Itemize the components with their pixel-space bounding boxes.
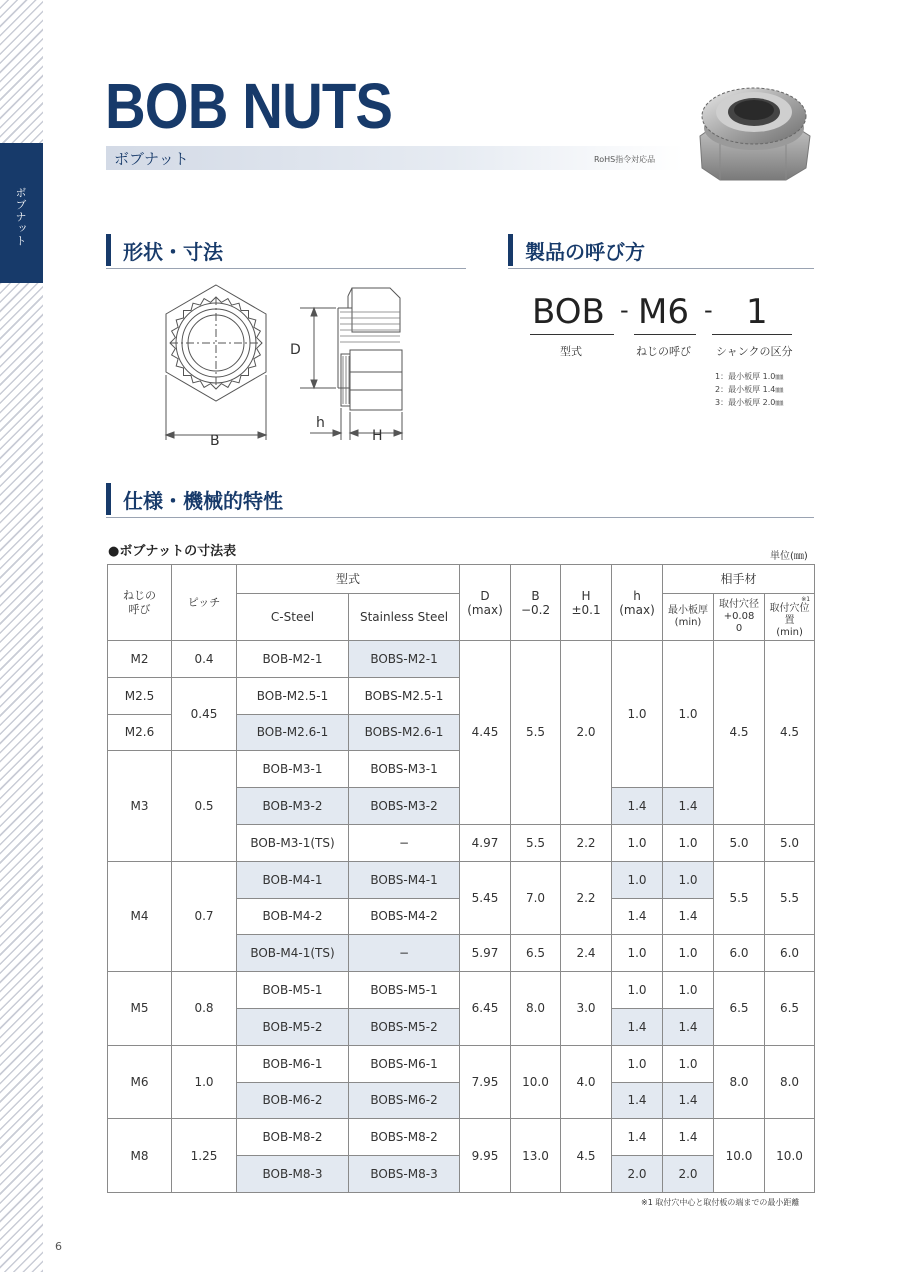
table-cell: BOBS-M4-1 xyxy=(349,861,460,898)
header-csteel: C-Steel xyxy=(237,594,349,641)
table-cell: 1.4 xyxy=(663,1008,714,1045)
table-cell: BOBS-M8-3 xyxy=(349,1156,460,1193)
table-cell: M2.6 xyxy=(108,714,172,751)
table-cell: 1.0 xyxy=(663,935,714,972)
table-cell: M8 xyxy=(108,1119,172,1193)
code-dash-1: - xyxy=(620,296,629,324)
table-cell: BOBS-M2-1 xyxy=(349,641,460,678)
table-cell: 2.0 xyxy=(561,641,612,825)
table-cell: BOBS-M4-2 xyxy=(349,898,460,935)
dim-label-H: H xyxy=(372,428,383,444)
subtitle-bar xyxy=(106,146,684,170)
table-cell: BOB-M3-2 xyxy=(237,788,349,825)
section-header-naming xyxy=(508,232,814,269)
dim-label-D: D xyxy=(290,342,301,358)
table-cell: 2.0 xyxy=(663,1156,714,1193)
table-cell: 1.0 xyxy=(612,972,663,1009)
table-cell: 2.0 xyxy=(612,1156,663,1193)
table-cell: M3 xyxy=(108,751,172,861)
table-cell: BOB-M5-1 xyxy=(237,972,349,1009)
table-cell: 1.0 xyxy=(663,972,714,1009)
table-cell: 1.0 xyxy=(663,641,714,788)
label-thread: ねじの呼び xyxy=(636,345,691,358)
table-cell: 1.25 xyxy=(172,1119,237,1193)
table-cell: 5.0 xyxy=(765,824,815,861)
table-cell: 4.0 xyxy=(561,1045,612,1119)
table-cell: 7.95 xyxy=(460,1045,511,1119)
table-cell: 1.4 xyxy=(663,898,714,935)
header-H: H ±0.1 xyxy=(561,565,612,641)
header-D: D (max) xyxy=(460,565,511,641)
page-number: 6 xyxy=(55,1240,62,1253)
table-cell: BOBS-M8-2 xyxy=(349,1119,460,1156)
code-thread: M6 xyxy=(638,292,689,332)
shank-note: 1：最小板厚 1.0㎜ xyxy=(715,372,784,381)
table-cell: BOBS-M2.5-1 xyxy=(349,677,460,714)
table-cell: M2.5 xyxy=(108,677,172,714)
section-title: 製品の呼び方 xyxy=(525,240,645,264)
footnote: ※1 取付穴中心と取付板の端までの最小距離 xyxy=(641,1198,800,1207)
table-cell: 1.4 xyxy=(663,788,714,825)
table-cell: 2.2 xyxy=(561,824,612,861)
section-bar xyxy=(508,234,513,266)
table-cell: 0.7 xyxy=(172,861,237,971)
code-dash-2: - xyxy=(704,296,713,324)
table-title: ●ボブナットの寸法表 xyxy=(108,544,237,559)
table-cell: BOBS-M6-2 xyxy=(349,1082,460,1119)
table-cell: M2 xyxy=(108,641,172,678)
unit-note: 単位(㎜) xyxy=(770,551,808,562)
table-cell: 0.45 xyxy=(172,677,237,751)
table-cell: 5.5 xyxy=(714,861,765,935)
code-underline xyxy=(530,334,614,335)
table-cell: M5 xyxy=(108,972,172,1046)
table-cell: 1.4 xyxy=(612,1008,663,1045)
table-cell: 1.0 xyxy=(172,1045,237,1119)
table-cell: 1.0 xyxy=(612,935,663,972)
dimension-table xyxy=(107,564,815,1193)
table-cell: BOB-M4-2 xyxy=(237,898,349,935)
table-cell: BOB-M2.5-1 xyxy=(237,677,349,714)
header-hole-pos xyxy=(765,594,815,641)
header-hole-dia: 取付穴径 +0.08 0 xyxy=(714,594,765,641)
table-cell: 1.0 xyxy=(663,1045,714,1082)
table-cell: 8.0 xyxy=(765,1045,815,1119)
code-underline xyxy=(634,334,696,335)
table-cell: 6.0 xyxy=(765,935,815,972)
shank-note: 2：最小板厚 1.4㎜ xyxy=(715,385,784,394)
table-cell: 13.0 xyxy=(511,1119,561,1193)
code-shank: 1 xyxy=(746,292,768,332)
side-tab-label: ボブナット xyxy=(14,187,27,247)
table-cell: 1.0 xyxy=(612,641,663,788)
subtitle: ボブナット xyxy=(114,150,189,168)
table-cell: 1.0 xyxy=(612,1045,663,1082)
table-cell: 1.4 xyxy=(663,1119,714,1156)
table-cell: 0.8 xyxy=(172,972,237,1046)
label-shank: シャンクの区分 xyxy=(716,345,793,358)
table-cell: 5.97 xyxy=(460,935,511,972)
table-cell: 10.0 xyxy=(511,1045,561,1119)
table-cell: BOB-M8-3 xyxy=(237,1156,349,1193)
header-pitch: ピッチ xyxy=(172,565,237,641)
section-header-spec xyxy=(106,481,814,518)
table-cell: 3.0 xyxy=(561,972,612,1046)
dim-label-h: h xyxy=(316,415,325,431)
table-cell: 5.45 xyxy=(460,861,511,935)
table-cell: BOBS-M3-2 xyxy=(349,788,460,825)
table-cell: BOB-M3-1 xyxy=(237,751,349,788)
table-cell: 1.0 xyxy=(612,824,663,861)
page-title: BOB NUTS xyxy=(105,70,393,142)
table-cell: BOB-M4-1(TS) xyxy=(237,935,349,972)
header-B: B −0.2 xyxy=(511,565,561,641)
section-title: 形状・寸法 xyxy=(123,240,223,264)
table-cell: 1.4 xyxy=(612,788,663,825)
table-cell: 4.5 xyxy=(561,1119,612,1193)
header-h: h (max) xyxy=(612,565,663,641)
table-cell: 4.97 xyxy=(460,824,511,861)
header-model: 型式 xyxy=(237,565,460,594)
table-cell: 4.5 xyxy=(765,641,815,825)
table-cell: 1.0 xyxy=(612,861,663,898)
footnote-mark: ※1 xyxy=(801,595,811,603)
dim-label-B: B xyxy=(210,433,220,449)
table-cell: 6.5 xyxy=(511,935,561,972)
code-underline xyxy=(712,334,792,335)
table-cell: BOB-M8-2 xyxy=(237,1119,349,1156)
table-cell: 8.0 xyxy=(714,1045,765,1119)
table-cell: M4 xyxy=(108,861,172,971)
table-cell: BOBS-M2.6-1 xyxy=(349,714,460,751)
table-cell: 1.0 xyxy=(663,861,714,898)
table-cell: 0.5 xyxy=(172,751,237,861)
table-cell: M6 xyxy=(108,1045,172,1119)
table-cell: 5.5 xyxy=(511,641,561,825)
table-cell: BOBS-M6-1 xyxy=(349,1045,460,1082)
table-cell: 6.45 xyxy=(460,972,511,1046)
table-cell: BOBS-M5-2 xyxy=(349,1008,460,1045)
table-cell: 1.0 xyxy=(663,824,714,861)
table-cell: 10.0 xyxy=(765,1119,815,1193)
header-thread: ねじの 呼び xyxy=(108,565,172,641)
rohs-note: RoHS指令対応品 xyxy=(594,155,656,164)
table-cell: 10.0 xyxy=(714,1119,765,1193)
section-title: 仕様・機械的特性 xyxy=(123,489,283,513)
header-stainless: Stainless Steel xyxy=(349,594,460,641)
side-tab xyxy=(0,143,43,283)
table-cell: 6.0 xyxy=(714,935,765,972)
table-cell: 2.2 xyxy=(561,861,612,935)
section-bar xyxy=(106,483,111,515)
product-photo xyxy=(690,76,818,182)
table-cell: 6.5 xyxy=(765,972,815,1046)
table-cell: 4.5 xyxy=(714,641,765,825)
table-cell: BOBS-M5-1 xyxy=(349,972,460,1009)
table-cell: BOB-M2-1 xyxy=(237,641,349,678)
table-cell: 9.95 xyxy=(460,1119,511,1193)
table-cell: 6.5 xyxy=(714,972,765,1046)
code-bob: BOB xyxy=(532,292,605,332)
shank-note: 3：最小板厚 2.0㎜ xyxy=(715,398,784,407)
table-cell: 5.5 xyxy=(765,861,815,935)
nut-dimension-drawing xyxy=(150,280,420,450)
table-cell: 1.4 xyxy=(663,1082,714,1119)
table-cell: BOB-M4-1 xyxy=(237,861,349,898)
table-cell: BOB-M2.6-1 xyxy=(237,714,349,751)
table-cell: 2.4 xyxy=(561,935,612,972)
table-cell: 8.0 xyxy=(511,972,561,1046)
table-cell: 5.0 xyxy=(714,824,765,861)
table-cell: 1.4 xyxy=(612,898,663,935)
section-bar xyxy=(106,234,111,266)
table-cell: 7.0 xyxy=(511,861,561,935)
section-header-shape xyxy=(106,232,466,269)
table-cell: 1.4 xyxy=(612,1119,663,1156)
header-hole-pos-label: 取付穴位置 (min) xyxy=(769,602,810,638)
table-cell: BOB-M3-1(TS) xyxy=(237,824,349,861)
table-cell: BOBS-M3-1 xyxy=(349,751,460,788)
table-cell: 0.4 xyxy=(172,641,237,678)
table-cell: − xyxy=(349,824,460,861)
table-cell: 5.5 xyxy=(511,824,561,861)
table-cell: − xyxy=(349,935,460,972)
table-cell: BOB-M6-2 xyxy=(237,1082,349,1119)
header-min-thickness: 最小板厚 (min) xyxy=(663,594,714,641)
header-mate: 相手材 xyxy=(663,565,815,594)
table-cell: BOB-M5-2 xyxy=(237,1008,349,1045)
table-cell: 1.4 xyxy=(612,1082,663,1119)
table-cell: 4.45 xyxy=(460,641,511,825)
table-cell: BOB-M6-1 xyxy=(237,1045,349,1082)
label-type: 型式 xyxy=(560,345,582,358)
